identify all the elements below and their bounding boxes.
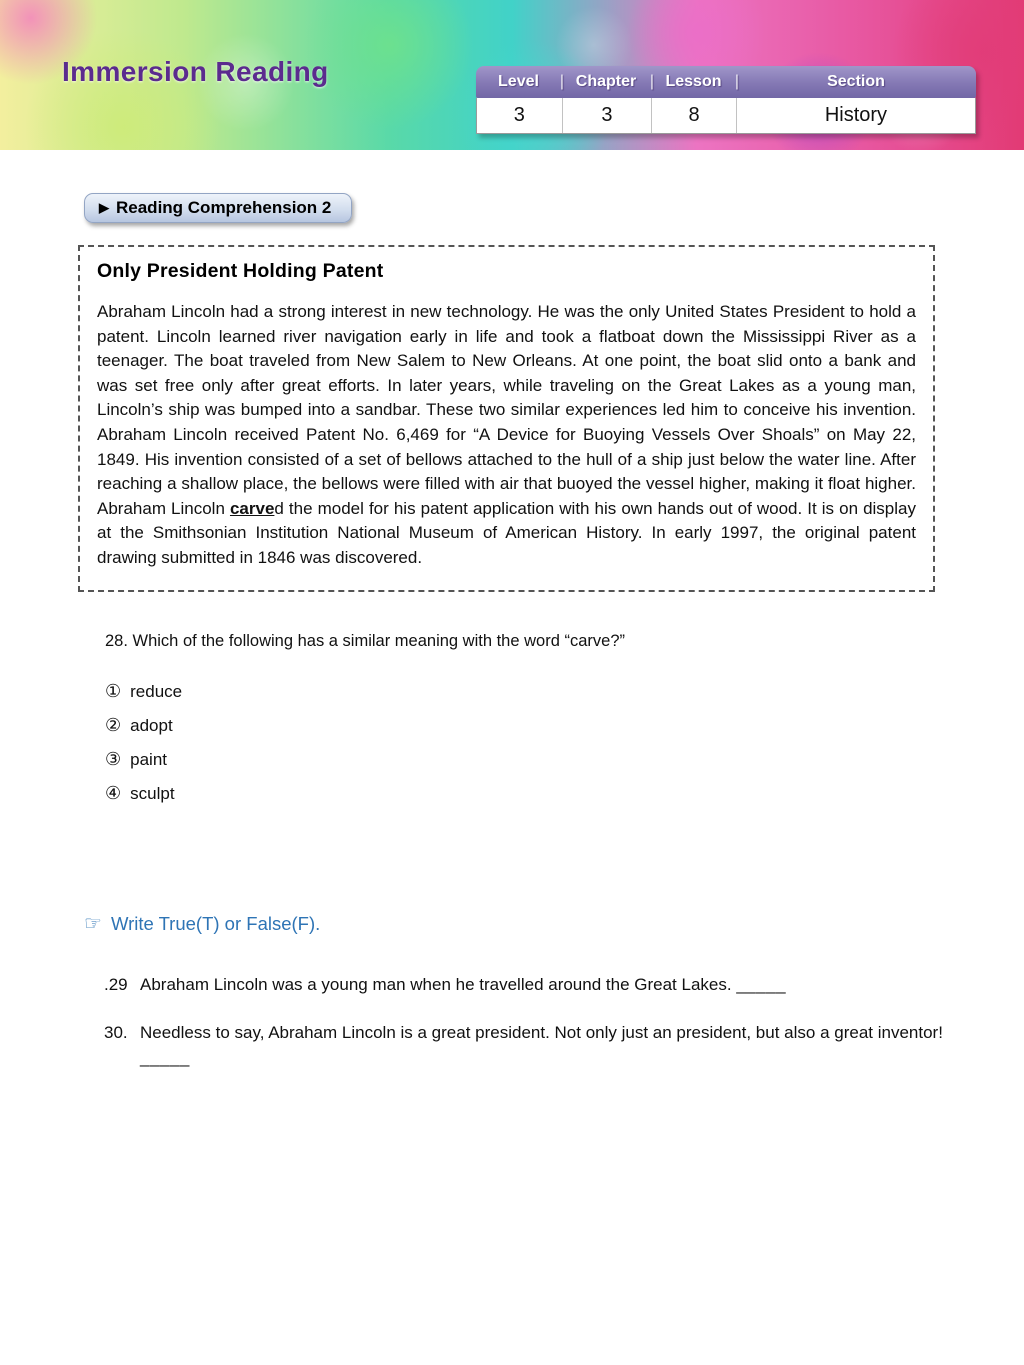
passage-text-before: Abraham Lincoln had a strong interest in new technology. He was the only United States President to hold a patent. Lincoln learned river navigation early in life and took a flatboat down the Mississippi River as a teenager. The boat traveled from New Salem to New Orleans. At one point, the boat slid onto a bank and was set free only after great efforts. In later years, while traveling on the Great Lakes as a young man, Lincoln’s ship was bumped into a sandbar. These two similar experiences led him to conceive his invention. Abraham Lincoln received Patent No. 6,469 for “A Device for Buoying Vessels Over Shoals” on May 22, 1849. His invention consisted of a set of bellows attached to the hull of a ship just below the water line. After reaching a shallow place, the bellows were filled with air that buoyed the vessel higher, making it float higher. Abraham Lincoln [97, 302, 916, 518]
question-28: 28. Which of the following has a similar meaning with the word “carve?” [105, 631, 625, 650]
passage-box [78, 245, 935, 592]
column-separator: | [559, 73, 564, 90]
option-3 [105, 743, 1024, 777]
true-false-instruction [84, 911, 1024, 936]
info-col-section-label: Section [827, 73, 885, 90]
passage-body [97, 300, 916, 571]
tf-item-29-sentence: Abraham Lincoln was a young man when he travelled around the Great Lakes. [140, 974, 732, 994]
option-1-marker: ① [105, 681, 122, 702]
lesson-info-table [476, 66, 976, 134]
answer-blank-30: _____ [140, 1047, 190, 1067]
option-4-label: sculpt [130, 783, 175, 803]
option-2-marker: ② [105, 715, 122, 736]
section-badge [84, 193, 352, 223]
option-3-label: paint [130, 749, 168, 769]
info-col-chapter-label: Chapter [575, 73, 637, 90]
option-1-label: reduce [130, 681, 183, 701]
triangle-bullet-icon: ▶ [99, 200, 109, 215]
tf-item-29-text [140, 972, 948, 997]
passage-title: Only President Holding Patent [97, 260, 384, 282]
tf-item-30-sentence: Needless to say, Abraham Lincoln is a great president. Not only just an president, but also a great inventor! [140, 1022, 943, 1042]
column-separator: | [734, 73, 739, 90]
info-col-lesson-label: Lesson [665, 73, 722, 90]
section-value: History [736, 98, 975, 133]
header-banner [0, 0, 1024, 150]
level-value: 3 [513, 104, 525, 126]
answer-blank-29: _____ [736, 974, 787, 994]
lesson-value: 8 [651, 98, 736, 133]
highlighted-word: carve [229, 498, 275, 518]
tf-item-30-text [140, 1020, 948, 1070]
tf-instruction-text: Write True(T) or False(F). [110, 912, 321, 934]
section-badge-label: Reading Comprehension 2 [116, 198, 332, 217]
info-table-values-row [476, 98, 976, 134]
tf-item-30-number: 30. [104, 1022, 128, 1042]
pointing-hand-icon: ☞ [84, 912, 102, 935]
tf-item-29 [104, 972, 948, 997]
chapter-value: 3 [562, 98, 652, 133]
tf-item-29-number: .29 [104, 974, 128, 994]
info-col-lesson [651, 73, 739, 91]
option-1 [105, 675, 1024, 709]
info-col-level [476, 73, 564, 91]
option-4 [105, 777, 1024, 811]
option-2 [105, 709, 1024, 743]
question-28-options [105, 675, 1024, 811]
info-table-header-row [476, 66, 976, 98]
app-logo: Immersion Reading [62, 56, 329, 87]
info-col-chapter [561, 73, 654, 91]
option-2-label: adopt [130, 715, 173, 735]
option-3-marker: ③ [105, 749, 122, 770]
passage-text-after: d the model for his patent application with his own hands out of wood. It is on display at the Smithsonian Institution National Museum of American History. In early 1997, the original patent drawing submitted in 1846 was discovered. [97, 498, 916, 567]
column-separator: | [649, 73, 654, 90]
info-col-level-label: Level [498, 73, 539, 90]
info-col-section [736, 73, 976, 91]
option-4-marker: ④ [105, 783, 122, 804]
tf-item-30 [104, 1020, 948, 1070]
